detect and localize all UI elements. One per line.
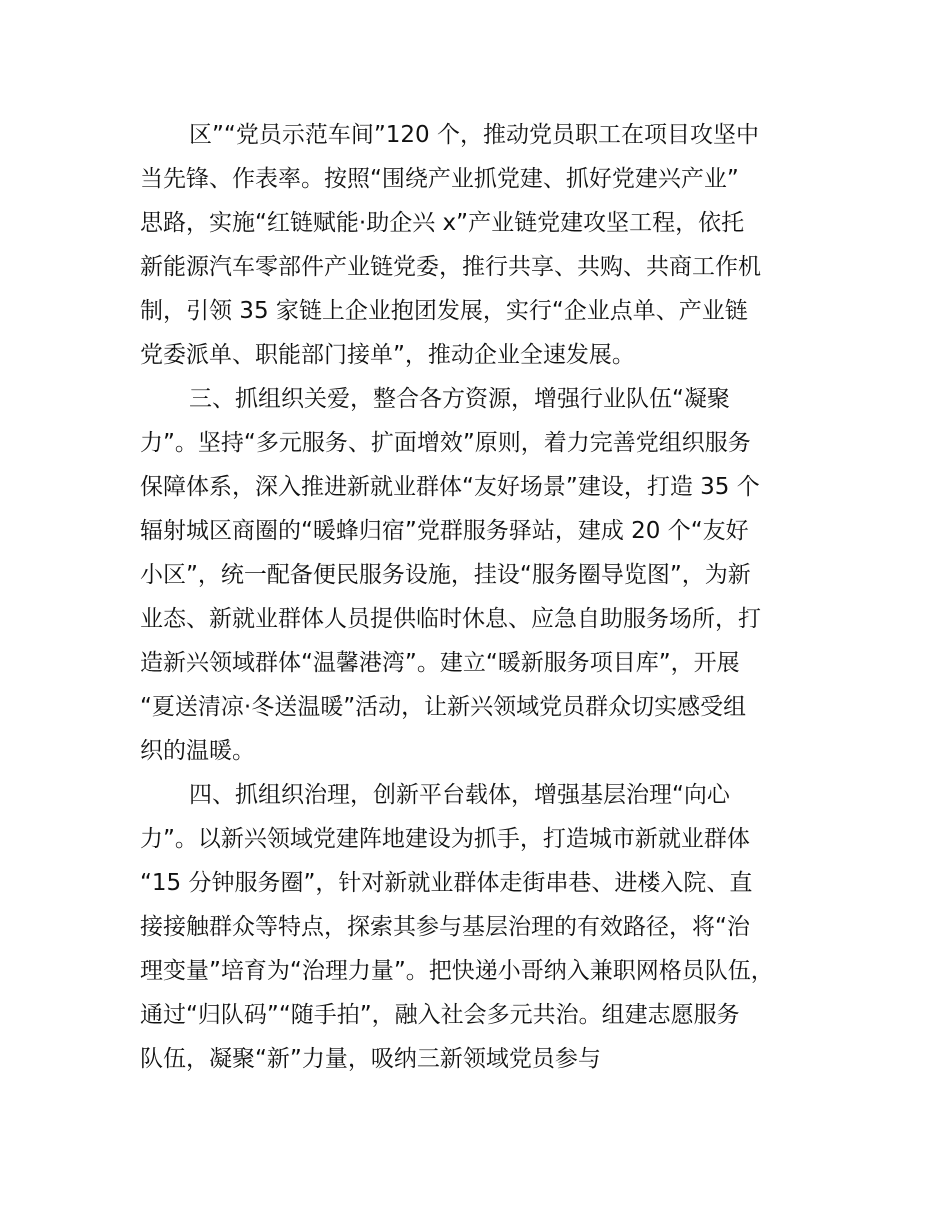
text-line: 力”。以新兴领域党建阵地建设为抓手，打造城市新就业群体 <box>140 826 750 852</box>
text-line: 小区”，统一配备便民服务设施，挂设“服务圈导览图”，为新 <box>140 562 751 588</box>
text-line: 三、抓组织关爱，整合各方资源，增强行业队伍“凝聚 <box>189 386 730 412</box>
text-line: 力”。坚持“多元服务、扩面增效”原则，着力完善党组织服务 <box>140 430 751 456</box>
text-line: “15 分钟服务圈”，针对新就业群体走街串巷、进楼入院、直 <box>140 870 753 896</box>
text-line: 造新兴领域群体“温馨港湾”。建立“暖新服务项目库”，开展 <box>140 650 740 676</box>
text-line: 新能源汽车零部件产业链党委，推行共享、共购、共商工作机 <box>140 254 761 280</box>
text-line: 保障体系，深入推进新就业群体“友好场景”建设，打造 35 个 <box>140 474 760 500</box>
text-line: 辐射城区商圈的“暖蜂归宿”党群服务驿站，建成 20 个“友好 <box>140 518 749 544</box>
text-line: 理变量”培育为“治理力量”。把快递小哥纳入兼职网格员队伍， <box>140 958 774 984</box>
paragraph-continued <box>140 113 830 377</box>
paragraph-section-three <box>140 377 830 773</box>
text-line: 队伍，凝聚“新”力量，吸纳三新领域党员参与 <box>140 1046 601 1072</box>
text-line: 接接触群众等特点，探索其参与基层治理的有效路径，将“治 <box>140 914 750 940</box>
text-line: 党委派单、职能部门接单”，推动企业全速发展。 <box>140 342 635 368</box>
text-line: 业态、新就业群体人员提供临时休息、应急自助服务场所，打 <box>140 606 761 632</box>
text-line: “夏送清凉·冬送温暖”活动，让新兴领域党员群众切实感受组 <box>140 694 747 720</box>
text-line: 通过“归队码”“随手拍”，融入社会多元共治。组建志愿服务 <box>140 1002 740 1028</box>
text-line: 织的温暖。 <box>140 738 255 764</box>
document-body <box>140 113 830 1081</box>
text-line: 当先锋、作表率。按照“围绕产业抓党建、抓好党建兴产业” <box>140 166 739 192</box>
text-line: 思路，实施“红链赋能·助企兴 x”产业链党建攻坚工程，依托 <box>140 210 745 236</box>
text-line: 制，引领 35 家链上企业抱团发展，实行“企业点单、产业链 <box>140 298 748 324</box>
paragraph-section-four <box>140 773 830 1081</box>
text-line: 四、抓组织治理，创新平台载体，增强基层治理“向心 <box>189 782 730 808</box>
text-line: 区”“党员示范车间”120 个，推动党员职工在项目攻坚中 <box>189 122 759 148</box>
